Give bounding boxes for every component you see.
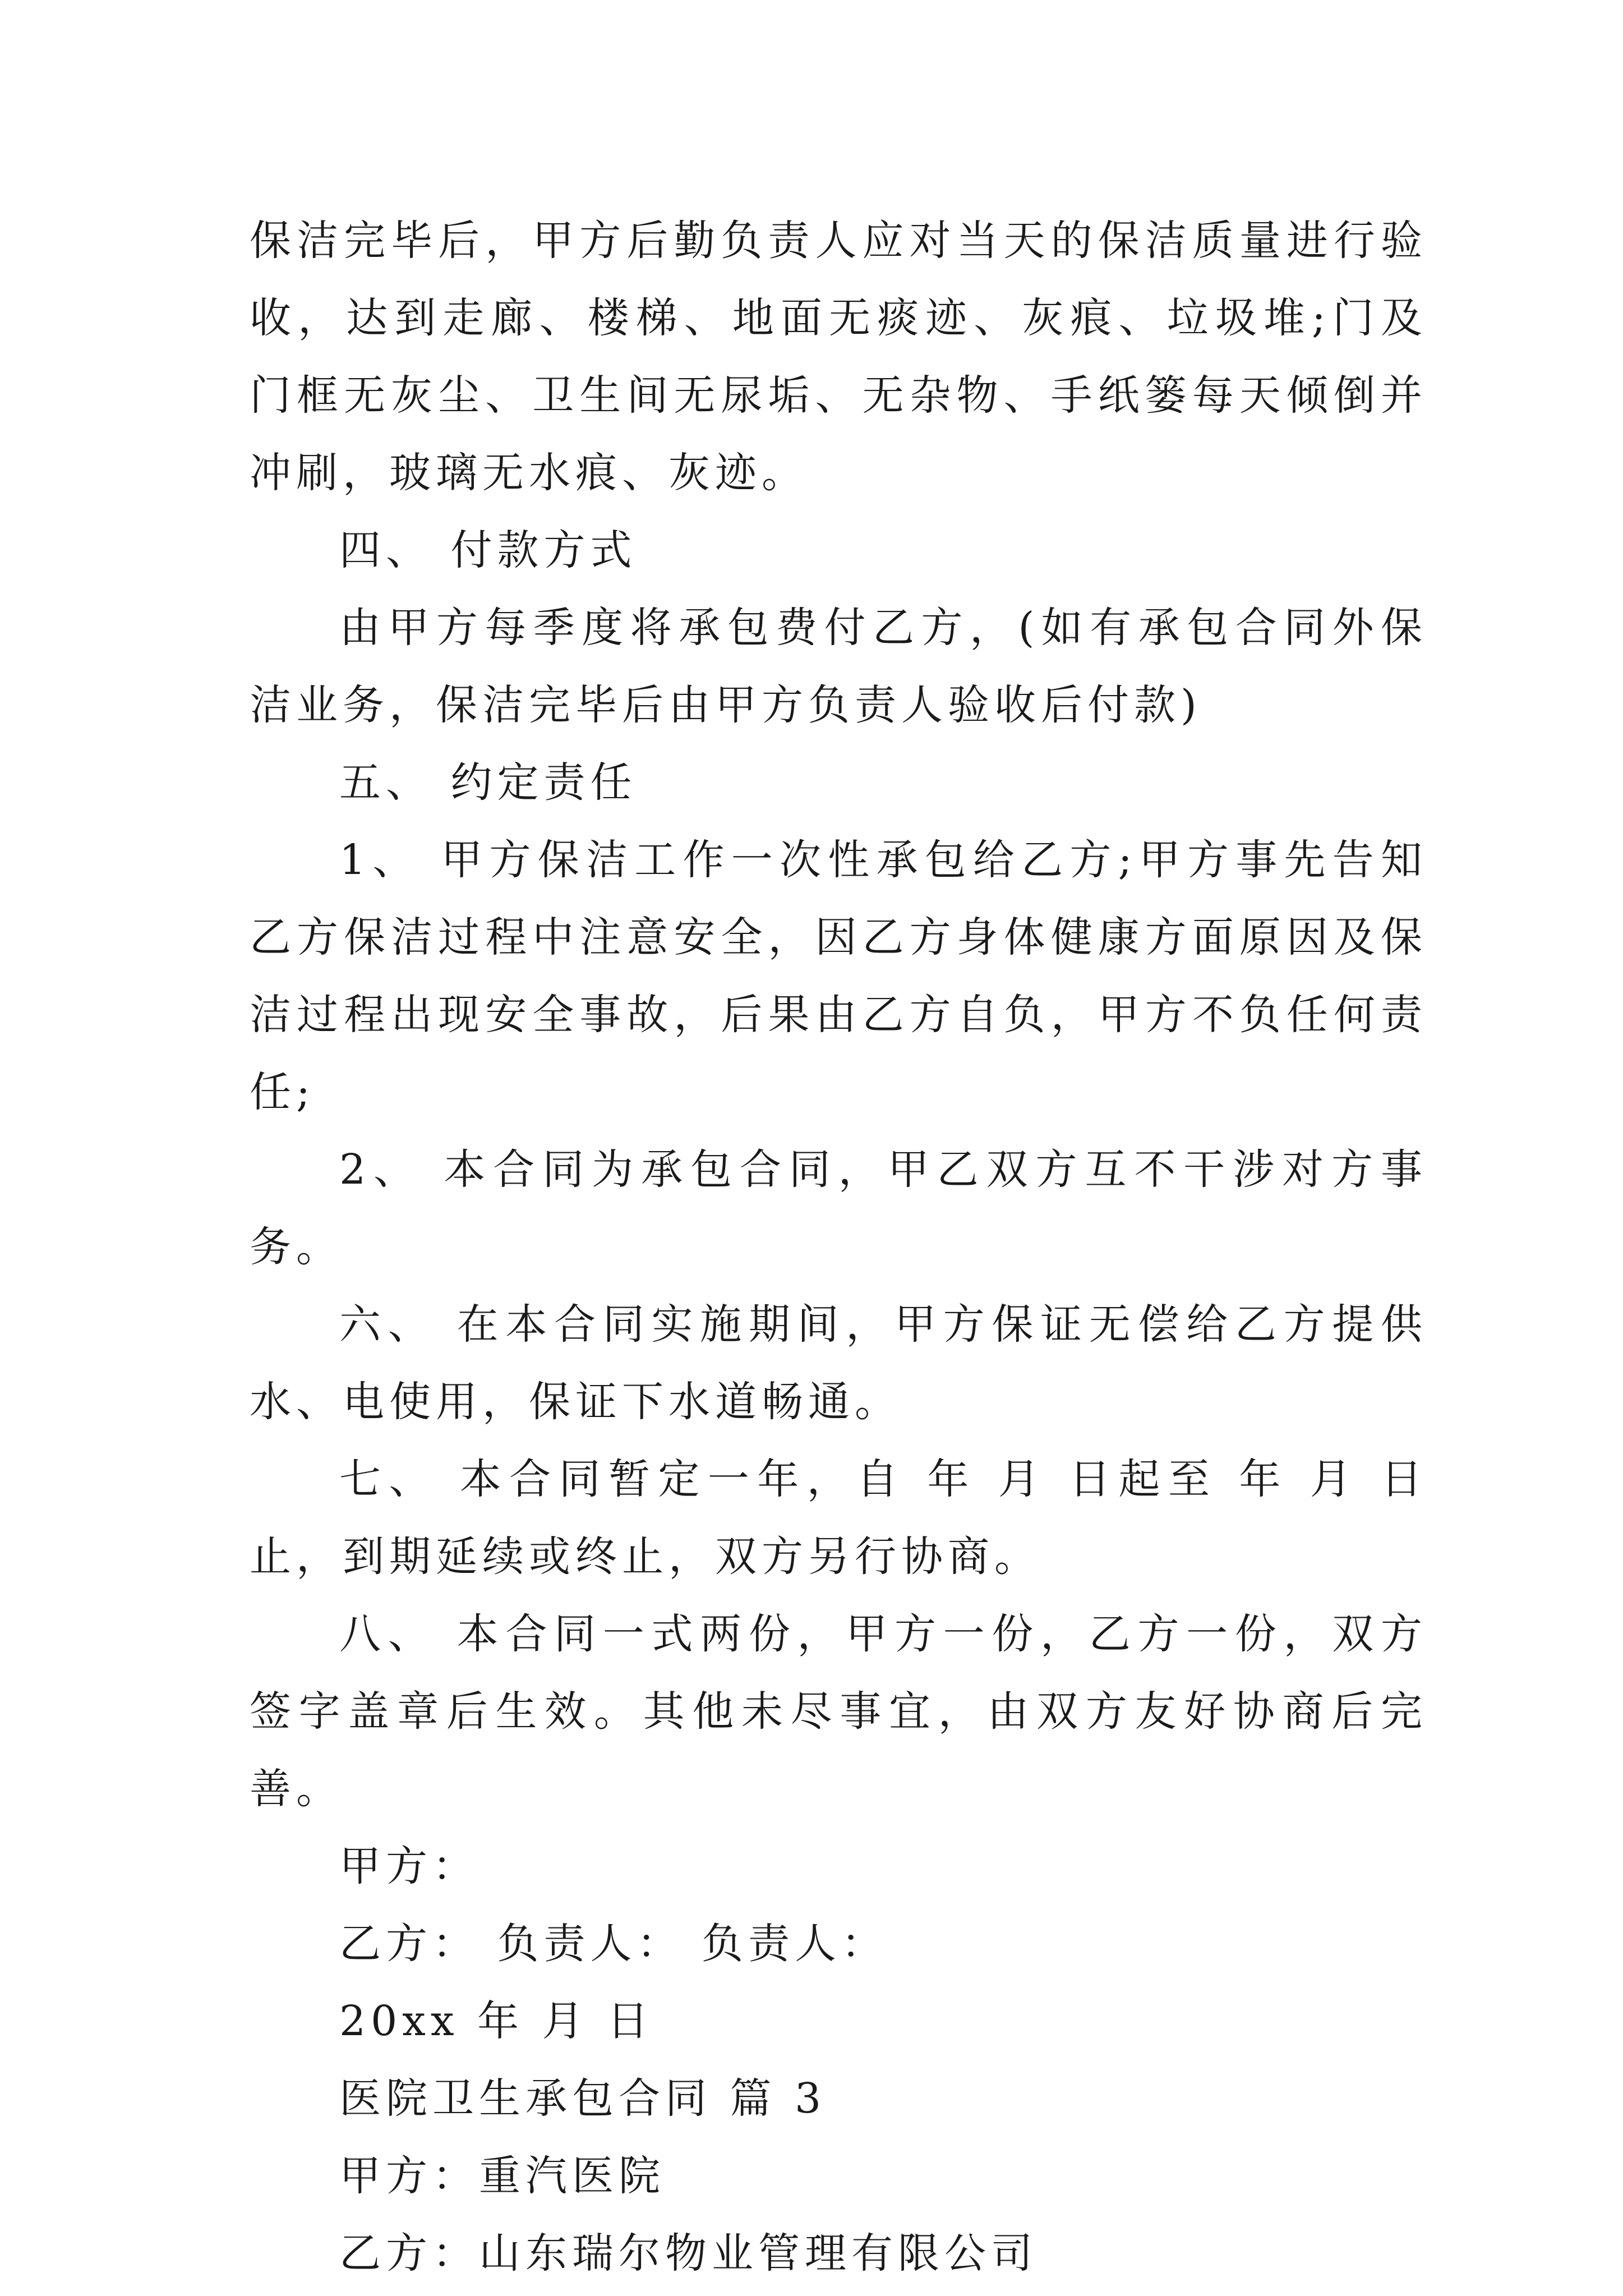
document-body bbox=[250, 202, 1427, 2292]
heading-payment-method: 四、 付款方式 bbox=[339, 526, 637, 574]
party-a-name: 甲方：重汽医院 bbox=[339, 2152, 665, 2200]
party-a-signature: 甲方： bbox=[339, 1842, 479, 1890]
paragraph-clause-seven: 七、 本合同暂定一年，自 年 月 日起至 年 月 日止，到期延续或终止，双方另行协商。 bbox=[250, 1455, 1427, 1581]
paragraph-responsibility-1: 1、 甲方保洁工作一次性承包给乙方;甲方事先告知乙方保洁过程中注意安全，因乙方身体健康方面原因及保洁过程出现安全事故，后果由乙方自负，甲方不负任何责任; bbox=[250, 836, 1427, 1116]
signature-date: 20xx 年 月 日 bbox=[339, 1997, 654, 2045]
paragraph-payment-terms: 由甲方每季度将承包费付乙方，(如有承包合同外保洁业务，保洁完毕后由甲方负责人验收后付款) bbox=[250, 604, 1427, 729]
party-b-signature: 乙方： 负责人： 负责人： bbox=[339, 1920, 888, 1968]
section-title-contract-3: 医院卫生承包合同 篇 3 bbox=[339, 2074, 827, 2123]
paragraph-clause-six: 六、 在本合同实施期间，甲方保证无偿给乙方提供水、电使用，保证下水道畅通。 bbox=[250, 1300, 1427, 1426]
paragraph-cleaning-acceptance: 保洁完毕后，甲方后勤负责人应对当天的保洁质量进行验收，达到走廊、楼梯、地面无痰迹、灰痕、垃圾堆;门及门框无灰尘、卫生间无尿垢、无杂物、手纸篓每天倾倒并冲刷，玻璃无水痕、灰迹。 bbox=[250, 217, 1427, 497]
heading-agreed-responsibility: 五、 约定责任 bbox=[339, 758, 637, 807]
paragraph-clause-eight: 八、 本合同一式两份，甲方一份，乙方一份，双方签字盖章后生效。其他未尽事宜，由双方友好协商后完善。 bbox=[250, 1610, 1427, 1813]
party-b-name: 乙方：山东瑞尔物业管理有限公司 bbox=[339, 2229, 1038, 2277]
paragraph-responsibility-2: 2、 本合同为承包合同，甲乙双方互不干涉对方事务。 bbox=[250, 1145, 1427, 1271]
